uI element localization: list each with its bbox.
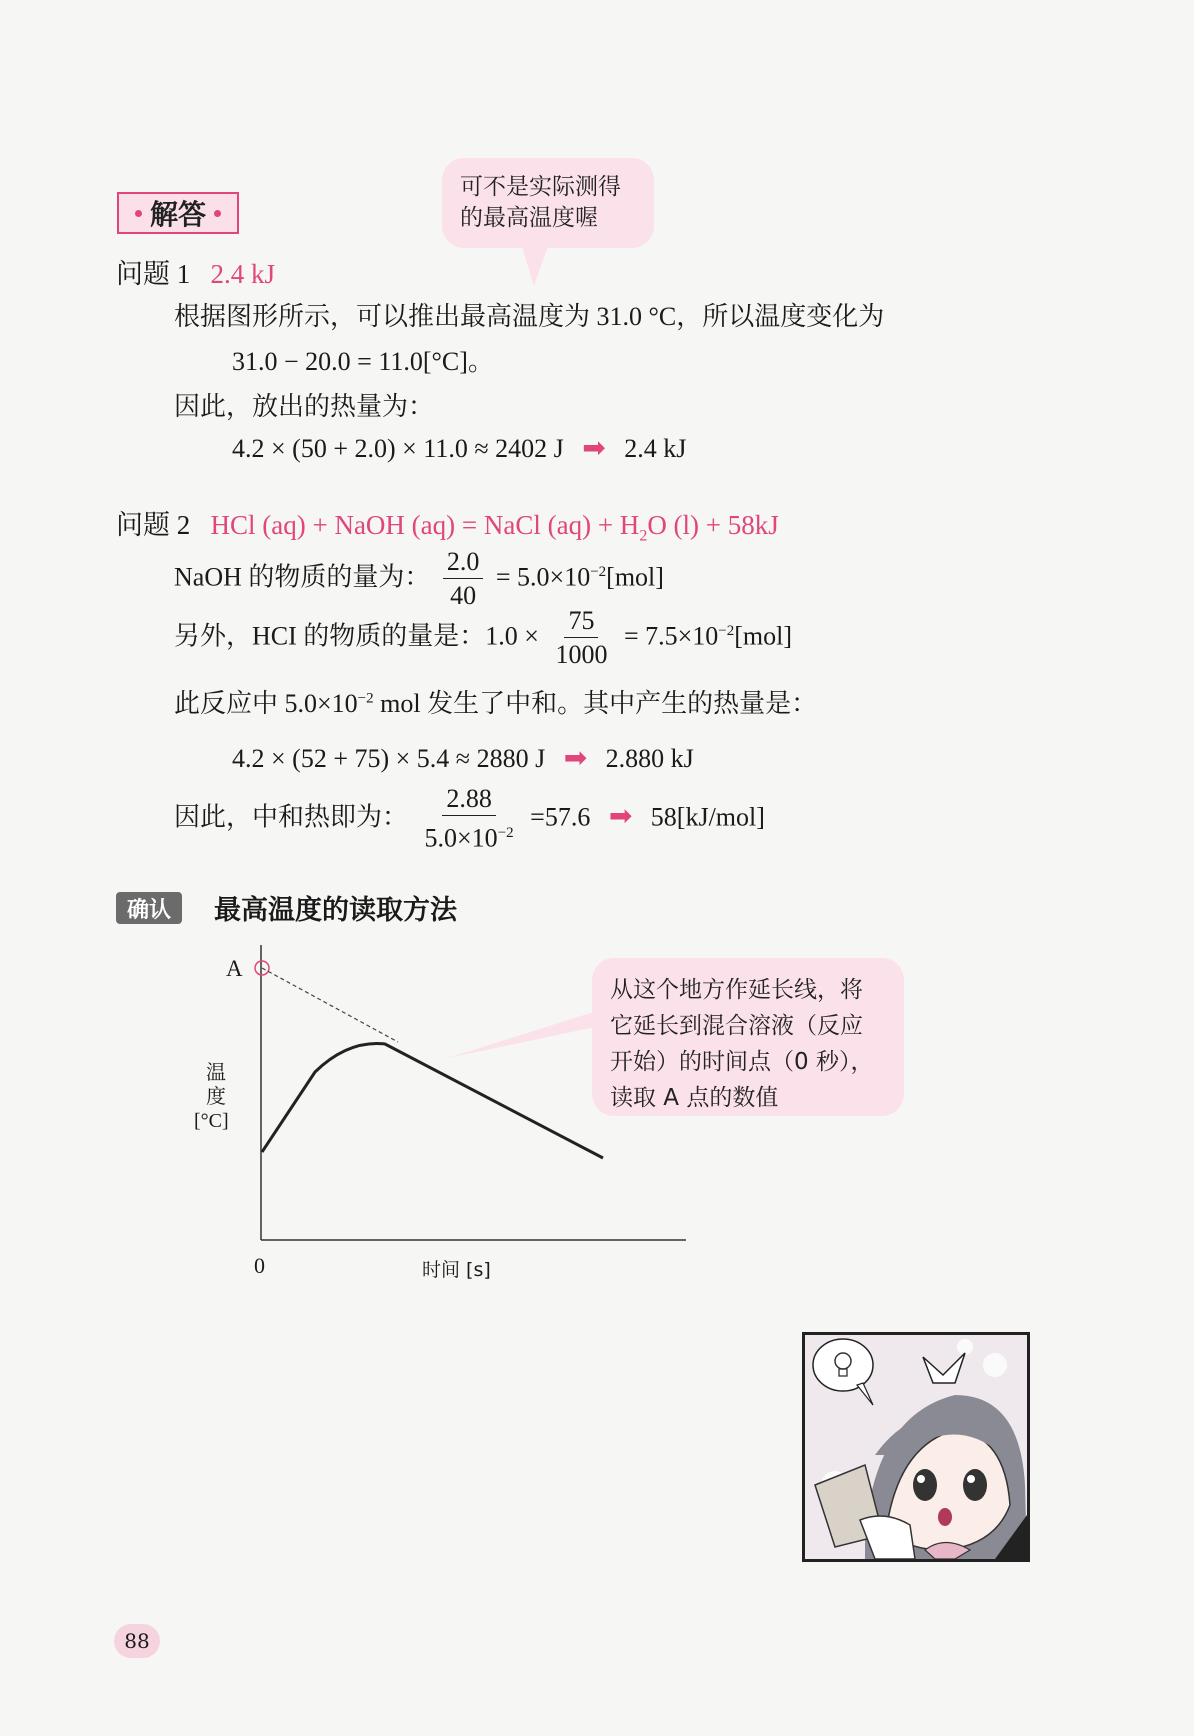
arrow-right-icon: ➡ — [608, 799, 633, 833]
q1-result: 2.4 kJ — [624, 434, 687, 463]
fraction-denominator-base: 5.0×10 — [424, 823, 498, 853]
bubble-line: 读取 A 点的数值 — [610, 1085, 779, 1111]
fraction-denominator: 1000 — [555, 640, 608, 669]
q1-heading — [116, 252, 275, 291]
q2-heat-eq: =57.6 — [530, 802, 591, 832]
dot-icon — [214, 210, 221, 217]
bubble-line: 的最高温度喔 — [460, 205, 598, 231]
y-axis-label-char: 温 — [206, 1060, 226, 1084]
q2-heat-row — [174, 783, 765, 856]
point-a-label: A — [226, 956, 243, 981]
bubble-line: 从这个地方作延长线，将 — [610, 977, 863, 1003]
comic-panel — [802, 1332, 1030, 1562]
dot-icon — [135, 210, 142, 217]
q2-heat-fraction — [421, 783, 518, 856]
arrow-right-icon: ➡ — [582, 431, 606, 464]
q2-heat-prefix: 因此，中和热即为： — [174, 802, 409, 832]
q2-naoh-fraction — [443, 546, 484, 613]
q2-hcl-result: = 7.5×10 — [623, 621, 719, 651]
fraction-numerator: 75 — [564, 605, 598, 638]
q2-react-a: 此反应中 5.0×10 — [174, 689, 358, 718]
x-origin-label: 0 — [254, 1253, 265, 1278]
confirm-title: 最高温度的读取方法 — [214, 895, 457, 926]
y-axis-unit: [°C] — [194, 1110, 229, 1132]
y-axis-label-char: 度 — [206, 1084, 226, 1108]
page-number: 88 — [114, 1624, 160, 1658]
q2-equation — [210, 510, 779, 545]
speech-bubble-tail — [448, 1010, 600, 1058]
q2-heat-result: 58[kJ/mol] — [650, 802, 765, 832]
q2-eq-part: O (l) + 58kJ — [647, 510, 779, 540]
fraction-numerator: 2.0 — [443, 546, 484, 579]
q1-line1: 根据图形所示，可以推出最高温度为 31.0 °C，所以温度变化为 — [174, 302, 885, 331]
unit: [mol] — [606, 562, 664, 592]
q2-eq-part: HCl (aq) + NaOH (aq) = NaCl (aq) + H — [210, 510, 640, 540]
fraction-numerator: 2.88 — [442, 783, 496, 816]
exponent: −2 — [357, 690, 374, 707]
q2-hcl-row — [174, 605, 792, 672]
q1-calc: 4.2 × (50 + 2.0) × 11.0 ≈ 2402 J — [232, 434, 564, 463]
extrapolation-line — [262, 968, 398, 1042]
q1-line3: 因此，放出的热量为： — [174, 392, 435, 421]
q2-label: 问题 2 — [116, 510, 191, 540]
manga-girl-illustration — [805, 1335, 1027, 1559]
speech-bubble-right — [592, 958, 904, 1116]
q2-calc-row — [232, 741, 694, 774]
exponent: −2 — [497, 825, 514, 841]
exponent: −2 — [590, 563, 607, 580]
temperature-curve — [262, 1044, 603, 1158]
x-axis-label: 时间 [s] — [422, 1259, 491, 1281]
answer-badge-label: 解答 — [149, 198, 206, 231]
exponent: −2 — [718, 622, 735, 639]
q2-hcl-fraction — [551, 605, 611, 672]
fraction-denominator — [421, 816, 518, 856]
q1-line2: 31.0 − 20.0 = 11.0[°C]。 — [232, 347, 494, 376]
q2-naoh-row — [174, 546, 664, 613]
q1-answer: 2.4 kJ — [210, 259, 276, 289]
q2-naoh-result: = 5.0×10 — [495, 562, 591, 592]
fraction-denominator: 40 — [450, 581, 477, 610]
q2-reaction-row — [174, 683, 817, 720]
arrow-right-icon: ➡ — [563, 741, 588, 774]
q2-eq-sub: 2 — [639, 527, 648, 545]
q2-heading — [116, 503, 779, 545]
bubble-line: 开始）的时间点（0 秒）， — [610, 1049, 874, 1075]
q1-calc-row — [232, 431, 686, 464]
q2-react-b: mol 发生了中和。其中产生的热量是： — [373, 689, 818, 718]
answer-badge — [117, 192, 239, 234]
confirm-badge: 确认 — [116, 892, 182, 924]
q1-label: 问题 1 — [116, 259, 191, 289]
unit: [mol] — [734, 621, 793, 651]
q2-naoh-prefix: NaOH 的物质的量为： — [174, 562, 431, 592]
bubble-line: 可不是实际测得 — [460, 174, 621, 200]
y-axis-label — [206, 1060, 226, 1108]
bubble-line: 它延长到混合溶液（反应 — [610, 1013, 863, 1039]
speech-bubble-top — [442, 158, 654, 248]
q2-hcl-prefix: 另外，HCI 的物质的量是：1.0 × — [174, 621, 539, 651]
q2-calc-result: 2.880 kJ — [605, 744, 694, 773]
q2-calc: 4.2 × (52 + 75) × 5.4 ≈ 2880 J — [232, 744, 546, 773]
